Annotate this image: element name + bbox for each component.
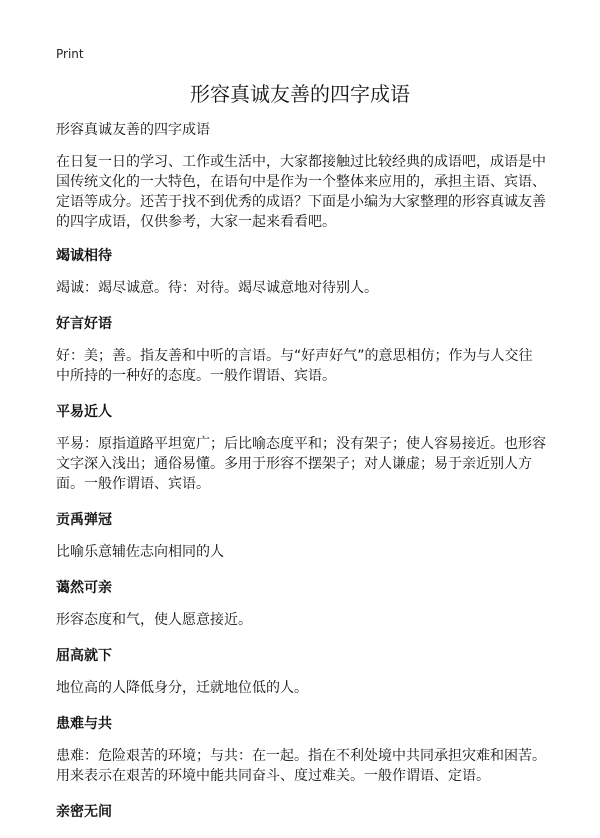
page-title: 形容真诚友善的四字成语: [190, 82, 410, 106]
print-link[interactable]: Print: [56, 47, 84, 61]
idiom-title: 蔼然可亲: [56, 580, 112, 596]
idiom-title: 竭诚相待: [56, 248, 112, 264]
idiom-section: [56, 246, 546, 298]
article-content: [56, 120, 546, 838]
idiom-section: [56, 578, 546, 630]
article-intro: 在日复一日的学习、工作或生活中，大家都接触过比较经典的成语吧，成语是中国传统文化的一大特色，在语句中是作为一个整体来应用的，承担主语、宾语、定语等成分。还苦于找不到优秀的成语？下面是小编为大家整理的形容真诚友善的四字成语，仅供参考，大家一起来看看吧。: [56, 154, 546, 230]
idiom-section: [56, 510, 546, 562]
idiom-definition: 比喻乐意辅佐志向相同的人: [56, 544, 224, 560]
idiom-title: 平易近人: [56, 404, 112, 420]
idiom-definition: 竭诚：竭尽诚意。待：对待。竭尽诚意地对待别人。: [56, 280, 378, 296]
article-subtitle: 形容真诚友善的四字成语: [56, 122, 210, 138]
idiom-definition: 形容态度和气，使人愿意接近。: [56, 612, 252, 628]
idiom-title: 贡禹弹冠: [56, 512, 112, 528]
idiom-section: [56, 402, 546, 494]
idiom-section: [56, 646, 546, 698]
idiom-definition: 好：美；善。指友善和中听的言语。与“好声好气”的意思相仿；作为与人交往中所持的一种好的态度。一般作谓语、宾语。: [56, 348, 533, 384]
idiom-title: 屈高就下: [56, 648, 112, 664]
idiom-section: [56, 314, 546, 386]
idiom-definition: 患难：危险艰苦的环境；与共：在一起。指在不利处境中共同承担灾难和困苦。用来表示在艰苦的环境中能共同奋斗、度过难关。一般作谓语、定语。: [56, 748, 546, 784]
idiom-title: 患难与共: [56, 716, 112, 732]
idiom-section: [56, 802, 546, 822]
idiom-definition: 地位高的人降低身分，迁就地位低的人。: [56, 680, 308, 696]
idiom-title: 好言好语: [56, 316, 112, 332]
idiom-definition: 平易：原指道路平坦宽广；后比喻态度平和；没有架子；使人容易接近。也形容文字深入浅出；通俗易懂。多用于形容不摆架子；对人谦虚；易于亲近别人方面。一般作谓语、宾语。: [56, 436, 546, 492]
idiom-section: [56, 714, 546, 786]
idiom-title: 亲密无间: [56, 804, 112, 820]
